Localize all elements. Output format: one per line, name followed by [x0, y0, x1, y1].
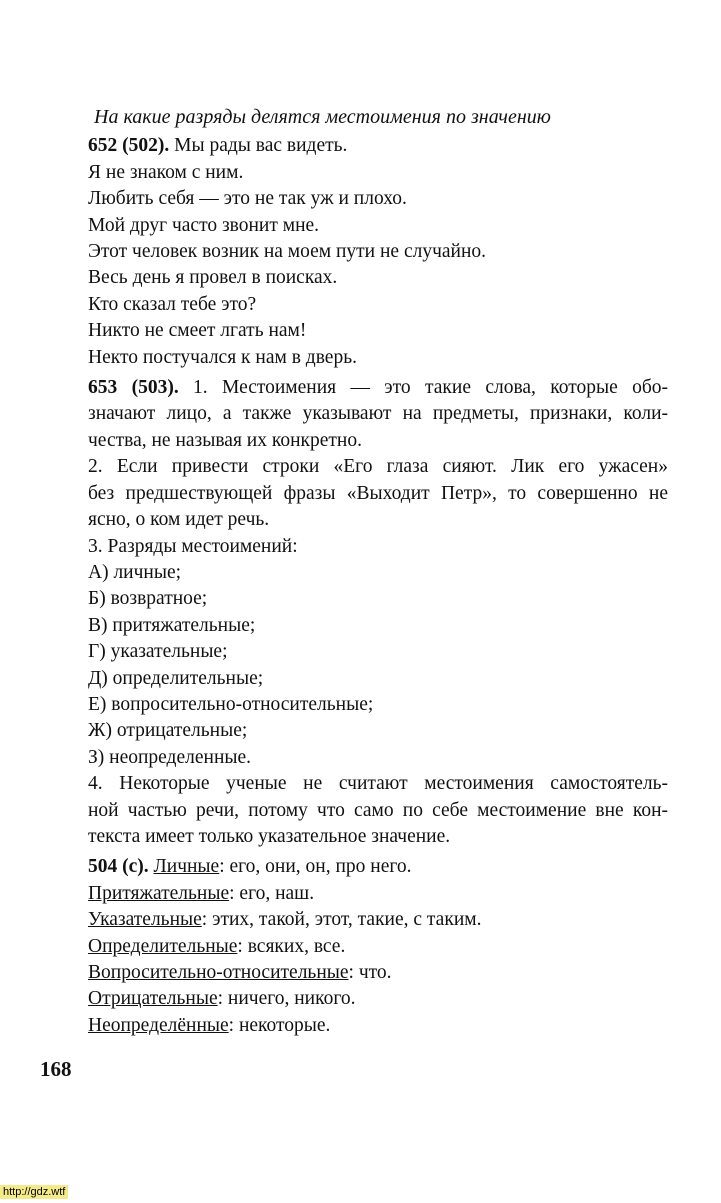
category-label: Отрицательные: [88, 988, 218, 1010]
sentence: Некто постучался к нам в дверь.: [88, 346, 357, 368]
paragraph-line: чества, не называя их конкретно.: [88, 429, 362, 451]
sentence: Мы рады вас видеть.: [174, 135, 348, 157]
paragraph-line: значают лицо, а также указывают на предметы, признаки, коли-: [88, 403, 668, 425]
page-content: [88, 104, 668, 1039]
category-label: Притяжательные: [88, 882, 230, 904]
exercise-653: [88, 375, 668, 850]
category-label: Неопределённые: [88, 1014, 229, 1036]
category-item: Г) указательные;: [88, 641, 228, 663]
paragraph-line: текста имеет только указательное значение.: [88, 825, 451, 847]
page-number: 168: [40, 1057, 72, 1081]
category-label: Указательные: [88, 909, 202, 931]
sentence: Этот человек возник на моем пути не случайно.: [88, 241, 487, 263]
exercise-652: [88, 133, 668, 371]
paragraph-line: 3. Разряды местоимений:: [88, 535, 298, 557]
section-title: На какие разряды делятся местоимения по значению: [94, 106, 551, 128]
examples: : всяких, все.: [237, 935, 346, 957]
examples: : этих, такой, этот, такие, с таким.: [201, 909, 482, 931]
sentence: Весь день я провел в поисках.: [88, 267, 338, 289]
watermark-link[interactable]: http://gdz.wtf: [0, 1185, 68, 1199]
category-item: Ж) отрицательные;: [88, 720, 248, 742]
paragraph-line: без предшествующей фразы «Выходит Петр», то совершенно не: [88, 482, 668, 504]
examples: : его, они, он, про него.: [219, 856, 412, 878]
examples: : ничего, никого.: [217, 988, 356, 1010]
paragraph-line: ной частью речи, потому что само по себе местоимение вне кон-: [88, 799, 668, 821]
category-item: В) притяжательные;: [88, 614, 256, 636]
sentence: Никто не смеет лгать нам!: [88, 320, 307, 342]
category-label: Определительные: [88, 935, 238, 957]
category-item: З) неопределенные.: [88, 746, 252, 768]
exercise-number: 504 (с).: [88, 856, 149, 878]
examples: : некоторые.: [228, 1014, 331, 1036]
category-label: Личные: [153, 856, 220, 878]
category-label: Вопросительно-относительные: [88, 962, 349, 983]
examples: : его, наш.: [229, 882, 315, 904]
paragraph-line: 1. Местоимения — это такие слова, которые обо-: [193, 377, 668, 399]
category-item: А) личные;: [88, 561, 182, 583]
paragraph-line: ясно, о ком идет речь.: [88, 509, 270, 531]
sentence: Любить себя — это не так уж и плохо.: [88, 188, 407, 210]
paragraph-line: 4. Некоторые ученые не считают местоимения самостоятель-: [88, 773, 668, 795]
exercise-number: 653 (503).: [88, 377, 179, 399]
examples: : что.: [348, 962, 392, 983]
exercise-number: 652 (502).: [88, 135, 170, 157]
exercise-504: [88, 854, 668, 1039]
sentence: Кто сказал тебе это?: [88, 293, 257, 315]
category-item: Б) возвратное;: [88, 588, 208, 610]
category-item: Е) вопросительно-относительные;: [88, 693, 374, 715]
category-item: Д) определительные;: [88, 667, 264, 689]
sentence: Я не знаком с ним.: [88, 161, 244, 183]
sentence: Мой друг часто звонит мне.: [88, 214, 320, 236]
paragraph-line: 2. Если привести строки «Его глаза сияют. Лик его ужасен»: [88, 456, 668, 478]
